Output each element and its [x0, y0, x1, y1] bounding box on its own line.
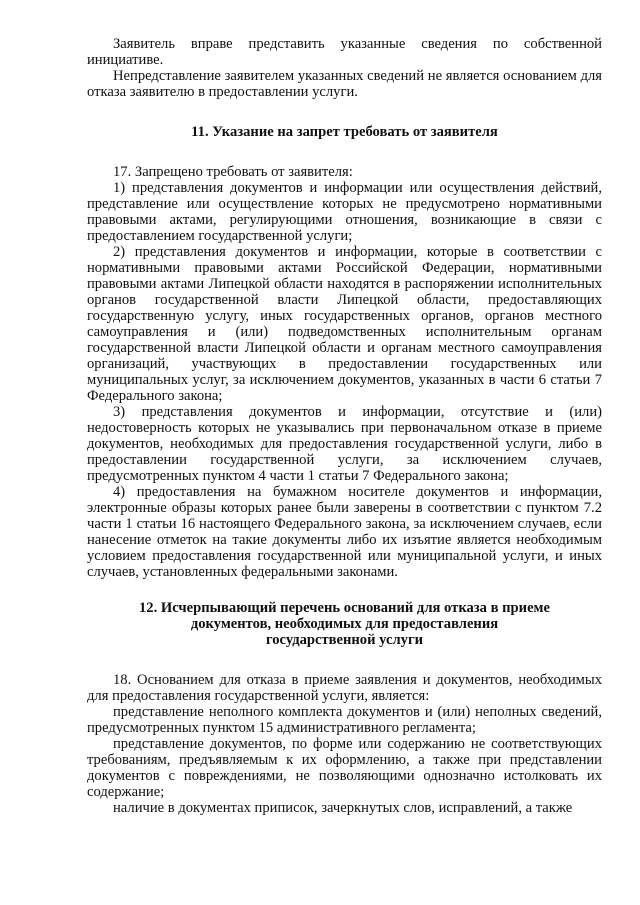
paragraph-17: 17. Запрещено требовать от заявителя: — [113, 164, 353, 180]
list-item-18-3: наличие в документах приписок, зачеркнутых слов, исправлений, а также — [113, 800, 573, 816]
section-12-heading-line-2: документов, необходимых для предоставления — [190, 616, 499, 632]
spacer — [87, 140, 602, 164]
section-11-heading: 11. Указание на запрет требовать от заявителя — [191, 124, 498, 140]
spacer — [87, 648, 602, 672]
list-item-17-1: 1) представления документов и информации или осуществления действий, представление или осуществление которых не предусмотрено нормативными правовыми актами, регулирующими отношения, возникающие в связи с предоставлением государственной услуги; — [87, 180, 602, 244]
section-12-heading-line-3: государственной услуги — [265, 632, 424, 648]
paragraph-intro-1: Заявитель вправе представить указанные сведения по собственной инициативе. — [87, 36, 602, 68]
list-item-17-3: 3) представления документов и информации, отсутствие и (или) недостоверность которых не указывались при первоначальном отказе в приеме документов, необходимых для предоставления государственной услуги, либо в предоставлении государственной услуги, за исключением случаев, предусмотренных пунктом 4 части 1 статьи 7 Федерального закона; — [87, 404, 602, 484]
section-12-heading-line-1: 12. Исчерпывающий перечень оснований для отказа в приеме — [139, 600, 550, 616]
spacer — [87, 580, 602, 600]
list-item-17-4: 4) предоставления на бумажном носителе документов и информации, электронные образы которых ранее были заверены в соответствии с пунктом 7.2 части 1 статьи 16 настоящего Федерального закона, за исключением случаев, если нанесение отметок на такие документы либо их изъятие является необходимым условием предоставления государственной или муниципальной услуги, и иных случаев, установленных федеральными законами. — [87, 484, 602, 580]
list-item-18-2: представление документов, по форме или содержанию не соответствующих требованиям, предъявляемым к их оформлению, а также при представлении документов с повреждениями, не позволяющими однозначно истолковать их содержание; — [87, 736, 602, 800]
spacer — [87, 100, 602, 124]
paragraph-18: 18. Основанием для отказа в приеме заявления и документов, необходимых для предоставления государственной услуги, является: — [87, 672, 602, 704]
paragraph-intro-2: Непредставление заявителем указанных сведений не является основанием для отказа заявителю в предоставлении услуги. — [87, 68, 602, 100]
list-item-17-2: 2) представления документов и информации, которые в соответствии с нормативными правовыми актами Российской Федерации, нормативными правовыми актами Липецкой области находятся в распоряжении исполнительных органов государственной власти Липецкой области, предоставляющих государственную услугу, иных государственных органов, органов местного самоуправления и (или) подведомственных исполнительным органам государственной власти Липецкой области и органам местного самоуправления организаций, участвующих в предоставлении государственных или муниципальных услуг, за исключением документов, указанных в части 6 статьи 7 Федерального закона; — [87, 244, 602, 404]
list-item-18-1: представление неполного комплекта документов и (или) неполных сведений, предусмотренных пунктом 15 административного регламента; — [87, 704, 602, 736]
